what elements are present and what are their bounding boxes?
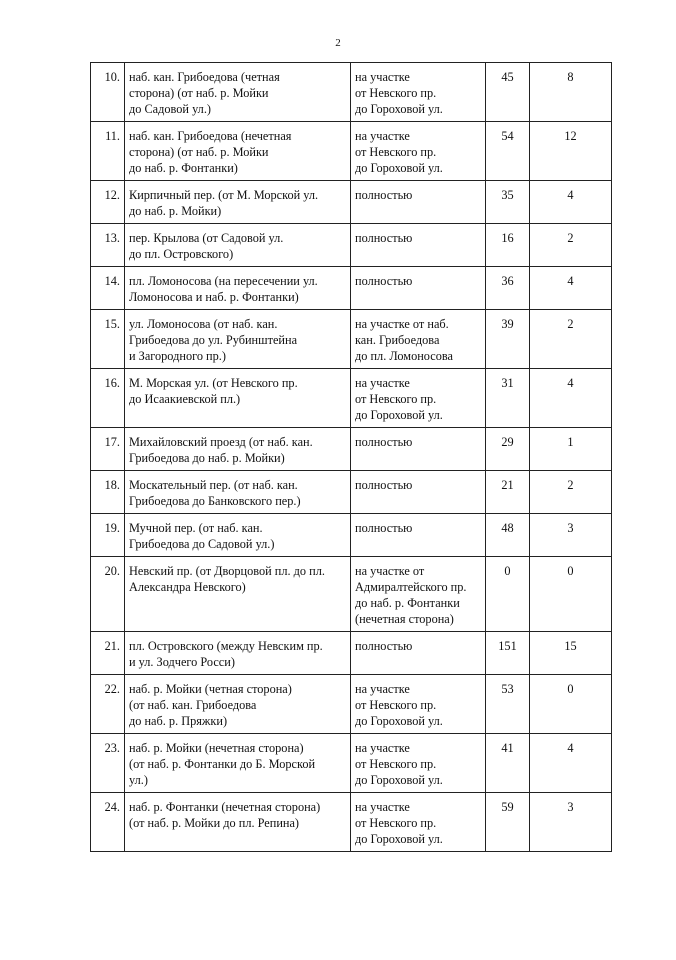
value-cell: 29 xyxy=(486,428,530,471)
street-cell: ул. Ломоносова (от наб. кан. Грибоедова до ул. Рубинштейна и Загородного пр.) xyxy=(125,310,351,369)
section-cell: на участке от Невского пр. до Гороховой ул. xyxy=(351,793,486,852)
value-cell: 2 xyxy=(530,310,612,369)
value-cell: 4 xyxy=(530,369,612,428)
value-cell: 41 xyxy=(486,734,530,793)
section-cell: на участке от наб. кан. Грибоедова до пл. Ломоносова xyxy=(351,310,486,369)
row-number: 19. xyxy=(91,514,125,557)
table-row xyxy=(91,63,612,122)
row-number: 11. xyxy=(91,122,125,181)
section-cell: на участке от Невского пр. до Гороховой ул. xyxy=(351,369,486,428)
street-cell: наб. р. Фонтанки (нечетная сторона) (от наб. р. Мойки до пл. Репина) xyxy=(125,793,351,852)
table-row xyxy=(91,428,612,471)
row-number: 23. xyxy=(91,734,125,793)
page-number: 2 xyxy=(335,37,341,49)
value-cell: 2 xyxy=(530,471,612,514)
row-number: 10. xyxy=(91,63,125,122)
value-cell: 2 xyxy=(530,224,612,267)
value-cell: 3 xyxy=(530,793,612,852)
value-cell: 12 xyxy=(530,122,612,181)
street-cell: наб. р. Мойки (четная сторона) (от наб. кан. Грибоедова до наб. р. Пряжки) xyxy=(125,675,351,734)
table-row xyxy=(91,514,612,557)
value-cell: 4 xyxy=(530,181,612,224)
value-cell: 8 xyxy=(530,63,612,122)
table-row xyxy=(91,267,612,310)
section-cell: на участке от Адмиралтейского пр. до наб. р. Фонтанки (нечетная сторона) xyxy=(351,557,486,632)
street-cell: наб. р. Мойки (нечетная сторона) (от наб. р. Фонтанки до Б. Морской ул.) xyxy=(125,734,351,793)
section-cell: на участке от Невского пр. до Гороховой ул. xyxy=(351,122,486,181)
table-row xyxy=(91,557,612,632)
value-cell: 59 xyxy=(486,793,530,852)
value-cell: 53 xyxy=(486,675,530,734)
street-cell: М. Морская ул. (от Невского пр. до Исаакиевской пл.) xyxy=(125,369,351,428)
value-cell: 0 xyxy=(530,557,612,632)
row-number: 24. xyxy=(91,793,125,852)
street-cell: пл. Ломоносова (на пересечении ул. Ломоносова и наб. р. Фонтанки) xyxy=(125,267,351,310)
section-cell: полностью xyxy=(351,267,486,310)
table-row xyxy=(91,793,612,852)
street-cell: наб. кан. Грибоедова (нечетная сторона) (от наб. р. Мойки до наб. р. Фонтанки) xyxy=(125,122,351,181)
value-cell: 36 xyxy=(486,267,530,310)
table-row xyxy=(91,310,612,369)
section-cell: на участке от Невского пр. до Гороховой ул. xyxy=(351,675,486,734)
table-row xyxy=(91,675,612,734)
row-number: 13. xyxy=(91,224,125,267)
row-number: 21. xyxy=(91,632,125,675)
table-row xyxy=(91,471,612,514)
street-cell: Мучной пер. (от наб. кан. Грибоедова до Садовой ул.) xyxy=(125,514,351,557)
table-row xyxy=(91,369,612,428)
value-cell: 1 xyxy=(530,428,612,471)
value-cell: 4 xyxy=(530,267,612,310)
table-row xyxy=(91,224,612,267)
street-cell: Невский пр. (от Дворцовой пл. до пл. Александра Невского) xyxy=(125,557,351,632)
value-cell: 39 xyxy=(486,310,530,369)
value-cell: 54 xyxy=(486,122,530,181)
row-number: 12. xyxy=(91,181,125,224)
table-row xyxy=(91,734,612,793)
value-cell: 35 xyxy=(486,181,530,224)
street-cell: Москательный пер. (от наб. кан. Грибоедова до Банковского пер.) xyxy=(125,471,351,514)
street-cell: пер. Крылова (от Садовой ул. до пл. Островского) xyxy=(125,224,351,267)
value-cell: 151 xyxy=(486,632,530,675)
street-cell: наб. кан. Грибоедова (четная сторона) (от наб. р. Мойки до Садовой ул.) xyxy=(125,63,351,122)
value-cell: 31 xyxy=(486,369,530,428)
section-cell: полностью xyxy=(351,514,486,557)
row-number: 20. xyxy=(91,557,125,632)
row-number: 18. xyxy=(91,471,125,514)
value-cell: 15 xyxy=(530,632,612,675)
section-cell: на участке от Невского пр. до Гороховой ул. xyxy=(351,734,486,793)
street-cell: Михайловский проезд (от наб. кан. Грибоедова до наб. р. Мойки) xyxy=(125,428,351,471)
value-cell: 48 xyxy=(486,514,530,557)
table-row xyxy=(91,632,612,675)
section-cell: на участке от Невского пр. до Гороховой ул. xyxy=(351,63,486,122)
value-cell: 21 xyxy=(486,471,530,514)
section-cell: полностью xyxy=(351,181,486,224)
streets-table xyxy=(90,62,612,852)
value-cell: 0 xyxy=(486,557,530,632)
section-cell: полностью xyxy=(351,224,486,267)
value-cell: 4 xyxy=(530,734,612,793)
section-cell: полностью xyxy=(351,632,486,675)
value-cell: 45 xyxy=(486,63,530,122)
value-cell: 0 xyxy=(530,675,612,734)
row-number: 15. xyxy=(91,310,125,369)
value-cell: 16 xyxy=(486,224,530,267)
row-number: 14. xyxy=(91,267,125,310)
row-number: 22. xyxy=(91,675,125,734)
row-number: 16. xyxy=(91,369,125,428)
value-cell: 3 xyxy=(530,514,612,557)
section-cell: полностью xyxy=(351,428,486,471)
section-cell: полностью xyxy=(351,471,486,514)
row-number: 17. xyxy=(91,428,125,471)
table-row xyxy=(91,122,612,181)
street-cell: Кирпичный пер. (от М. Морской ул. до наб. р. Мойки) xyxy=(125,181,351,224)
street-cell: пл. Островского (между Невским пр. и ул. Зодчего Росси) xyxy=(125,632,351,675)
table-row xyxy=(91,181,612,224)
